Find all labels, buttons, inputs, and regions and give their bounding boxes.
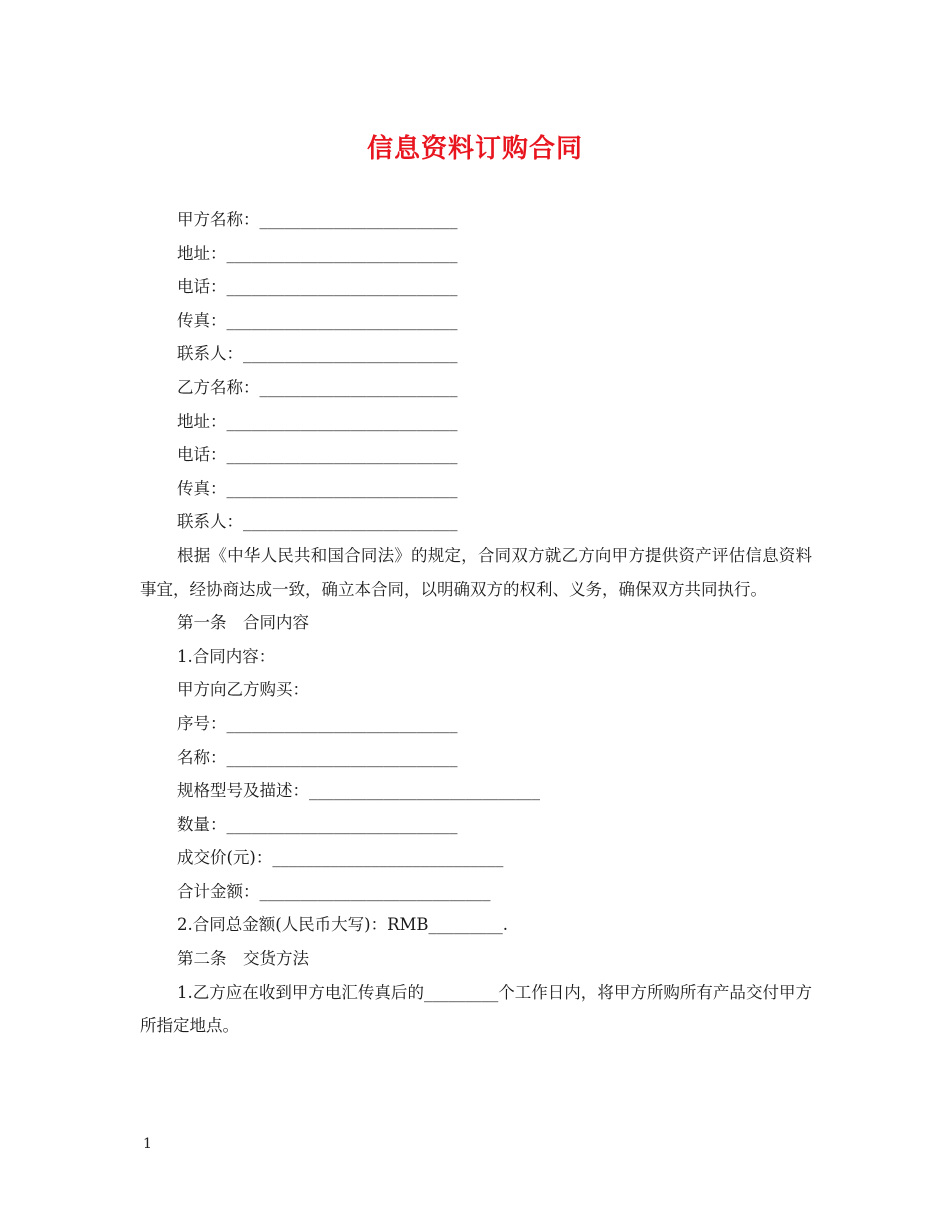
party-a-contact-field: 联系人：__________________________ <box>177 344 458 364</box>
party-b-name-field: 乙方名称：________________________ <box>177 377 458 397</box>
article-1-heading: 第一条 合同内容 <box>177 613 309 633</box>
page-number: 1 <box>143 1136 152 1152</box>
price-field: 成交价(元)：____________________________ <box>177 848 504 868</box>
contract-body <box>140 203 812 1043</box>
party-b-address-field: 地址：____________________________ <box>177 411 458 431</box>
serial-number-field: 序号：____________________________ <box>177 713 458 733</box>
party-b-contact-field: 联系人：__________________________ <box>177 512 458 532</box>
spec-field: 规格型号及描述：____________________________ <box>177 781 540 801</box>
total-amount-field: 合计金额：____________________________ <box>177 881 491 901</box>
party-a-phone-field: 电话：____________________________ <box>177 277 458 297</box>
document-title: 信息资料订购合同 <box>366 134 583 164</box>
party-a-fax-field: 传真：____________________________ <box>177 310 458 330</box>
purchase-intro: 甲方向乙方购买： <box>177 680 309 700</box>
party-b-phone-field: 电话：____________________________ <box>177 445 458 465</box>
party-b-fax-field: 传真：____________________________ <box>177 478 458 498</box>
article-2-heading: 第二条 交货方法 <box>177 949 309 969</box>
article-2-item-1: 1.乙方应在收到甲方电汇传真后的_________个工作日内，将甲方所购所有产品交付甲方所指定地点。 <box>140 982 812 1036</box>
preamble-paragraph: 根据《中华人民共和国合同法》的规定，合同双方就乙方向甲方提供资产评估信息资料事宜，经协商达成一致，确立本合同，以明确双方的权利、义务，确保双方共同执行。 <box>140 545 812 599</box>
quantity-field: 数量：____________________________ <box>177 814 458 834</box>
item-name-field: 名称：____________________________ <box>177 747 458 767</box>
article-1-item-2: 2.合同总金额(人民币大写)：RMB_________. <box>177 915 509 935</box>
party-a-name-field: 甲方名称：________________________ <box>177 210 458 229</box>
article-1-item-1: 1.合同内容： <box>177 646 276 666</box>
party-a-address-field: 地址：____________________________ <box>177 243 458 263</box>
